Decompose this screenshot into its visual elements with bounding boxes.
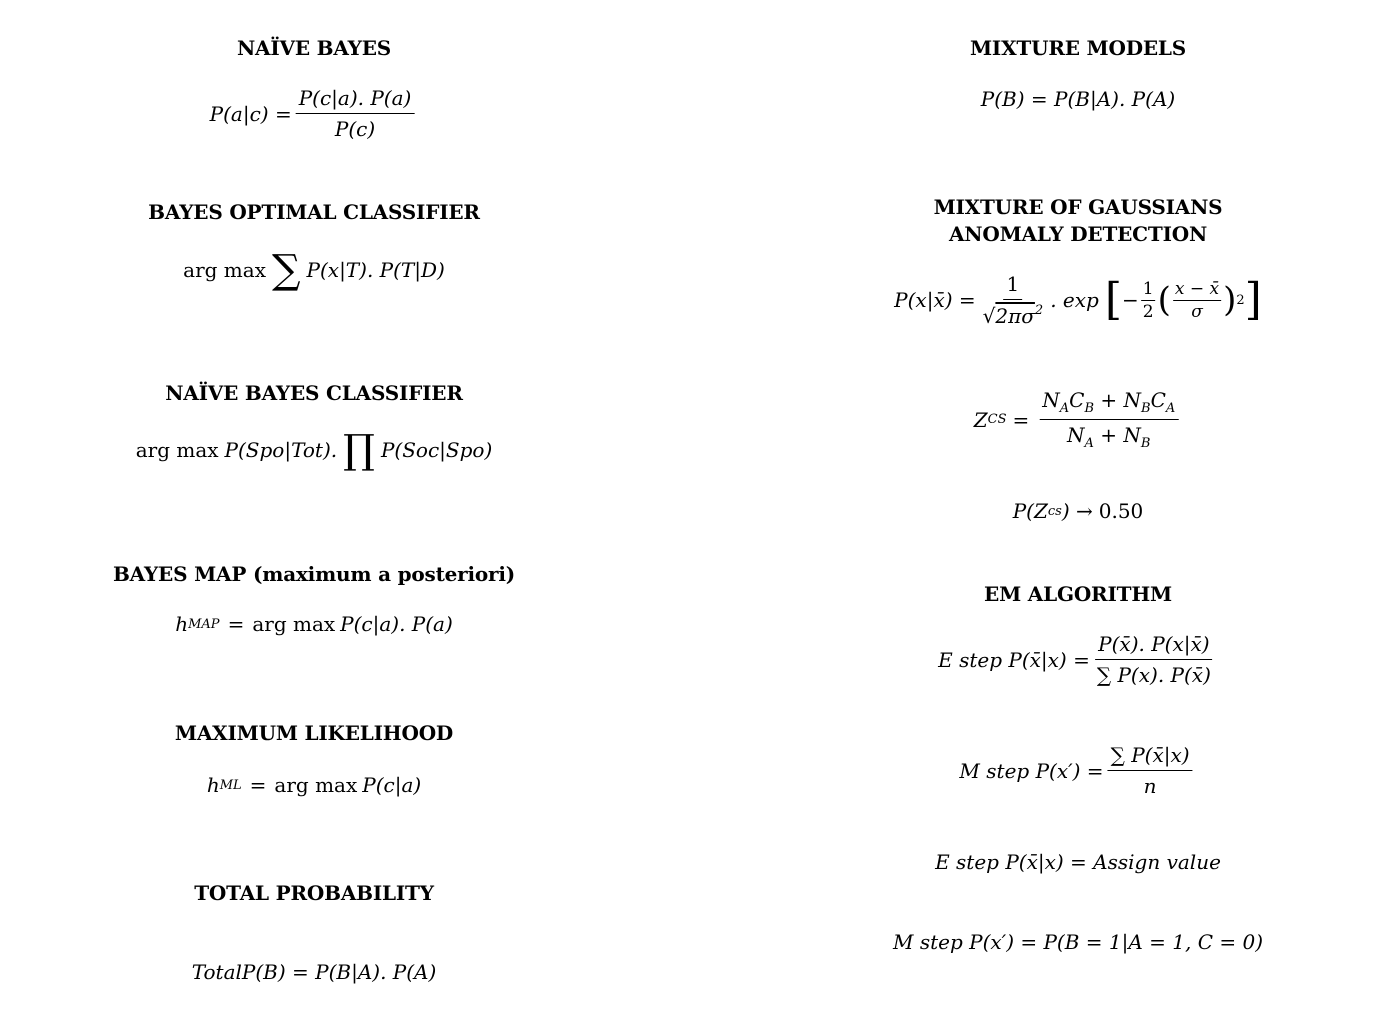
mog-den-radicand: 2πσ	[995, 304, 1035, 328]
naive-bayes-formula	[210, 86, 419, 141]
naive-bayes-classifier-formula	[135, 427, 493, 473]
em-algorithm-title: EM ALGORITHM	[984, 582, 1172, 606]
m-step-den: n	[1143, 774, 1157, 798]
bayes-map-formula	[175, 612, 453, 636]
zcs-fraction	[1039, 388, 1178, 451]
mixture-models-formula	[981, 87, 1175, 111]
h-map: h	[175, 612, 189, 636]
bayes-map-eq: =	[227, 612, 245, 636]
summation-symbol: ∑	[271, 247, 301, 293]
right-bracket: ]	[1244, 274, 1262, 325]
inner-fraction	[1173, 279, 1221, 322]
mixture-models-expr: P(B) = P(B|A). P(A)	[980, 87, 1176, 111]
mog-exp: . exp	[1050, 288, 1099, 312]
max-likelihood-argmax: arg max	[274, 773, 358, 797]
m-step-fraction	[1108, 743, 1193, 798]
m-step-prob-formula	[893, 930, 1263, 954]
left-paren: (	[1157, 280, 1171, 320]
naive-bayes-fraction	[296, 86, 415, 141]
h-ml-subscript: ML	[219, 777, 242, 793]
product-symbol: ∏	[343, 427, 375, 473]
pzcs-p: P(Z	[1012, 499, 1048, 523]
nbc-left-expr: P(Spo|Tot).	[224, 438, 338, 462]
max-likelihood-expr: P(c|a)	[362, 773, 422, 797]
bayes-map-title: BAYES MAP (maximum a posteriori)	[112, 562, 516, 586]
mog-lhs: P(x|x̄) =	[894, 288, 976, 312]
h-ml: h	[206, 773, 220, 797]
half-fraction	[1141, 279, 1156, 322]
zcs-lhs-sub: CS	[987, 412, 1007, 427]
bayes-map-argmax: arg max	[252, 612, 336, 636]
total-probability-expr: TotalP(B) = P(B|A). P(A)	[191, 960, 437, 984]
h-map-subscript: MAP	[188, 616, 220, 632]
e-step-den: ∑ P(x). P(x̄)	[1096, 663, 1211, 687]
mog-coefficient	[980, 272, 1047, 328]
mog-coef-den	[980, 300, 1047, 328]
pzcs-value: 0.50	[1098, 499, 1144, 523]
half-den: 2	[1142, 301, 1154, 322]
nbc-argmax: arg max	[135, 438, 219, 462]
m-step-prob: M step P(x′) = P(B = 1|A = 1, C = 0)	[892, 930, 1264, 954]
total-probability-formula	[192, 960, 437, 984]
mog-title-line1: MIXTURE OF GAUSSIANS	[933, 195, 1223, 219]
e-step-fraction	[1094, 632, 1214, 687]
mixture-models-title: MIXTURE MODELS	[969, 36, 1187, 60]
mog-title-line2: ANOMALY DETECTION	[948, 222, 1208, 246]
mog-minus: −	[1122, 288, 1139, 312]
e-step-num: P(x̄). P(x|x̄)	[1095, 632, 1212, 660]
m-step-lhs: M step P(x′) =	[959, 758, 1104, 783]
bayes-optimal-expr: P(x|T). P(T|D)	[306, 258, 445, 282]
mog-title	[934, 194, 1223, 248]
e-step-lhs: E step P(x̄|x) =	[938, 647, 1090, 672]
pzcs-sub: cs	[1047, 503, 1062, 519]
zcs-eq: =	[1012, 407, 1030, 432]
total-probability-title: TOTAL PROBABILITY	[194, 881, 434, 905]
zcs-numerator: $N_AC_B + N_BC_A$	[1039, 388, 1178, 420]
mog-power: 2	[1236, 292, 1245, 308]
bayes-optimal-argmax: arg max	[183, 258, 266, 282]
bayes-optimal-title: BAYES OPTIMAL CLASSIFIER	[148, 200, 480, 224]
inner-num: x − x̄	[1174, 278, 1220, 299]
max-likelihood-formula	[207, 773, 421, 797]
bayes-optimal-formula	[183, 247, 445, 293]
mog-formula	[894, 272, 1262, 328]
half-num: 1	[1142, 278, 1154, 299]
mog-den-sup: 2	[1034, 303, 1044, 318]
zcs-denominator: $N_A + N_B$	[1067, 423, 1151, 451]
max-likelihood-title: MAXIMUM LIKELIHOOD	[174, 721, 454, 745]
pzcs-arrow: ) →	[1061, 499, 1093, 523]
naive-bayes-denominator: P(c)	[334, 117, 376, 141]
naive-bayes-classifier-title: NAÏVE BAYES CLASSIFIER	[165, 381, 463, 405]
zcs-formula	[974, 388, 1183, 451]
sqrt-symbol: √	[982, 304, 996, 328]
m-step-num: ∑ P(x̄|x)	[1108, 743, 1193, 771]
bayes-map-expr: P(c|a). P(a)	[340, 612, 453, 636]
inner-den: σ	[1191, 301, 1203, 322]
pzcs-formula	[1013, 499, 1144, 523]
e-step-assign: E step P(x̄|x) = Assign value	[935, 850, 1221, 874]
max-likelihood-eq: =	[249, 773, 267, 797]
e-step-formula	[938, 632, 1218, 687]
mog-coef-num: 1	[1004, 272, 1023, 300]
naive-bayes-numerator: P(c|a). P(a)	[296, 86, 415, 114]
left-bracket: [	[1104, 274, 1123, 325]
right-paren: )	[1223, 280, 1237, 320]
m-step-formula	[959, 743, 1196, 798]
naive-bayes-title: NAÏVE BAYES	[236, 36, 392, 60]
nbc-right-expr: P(Soc|Spo)	[380, 438, 493, 462]
e-step-assign-formula	[935, 850, 1221, 874]
zcs-lhs: Z	[973, 407, 988, 432]
naive-bayes-lhs: P(a|c) =	[209, 101, 292, 126]
